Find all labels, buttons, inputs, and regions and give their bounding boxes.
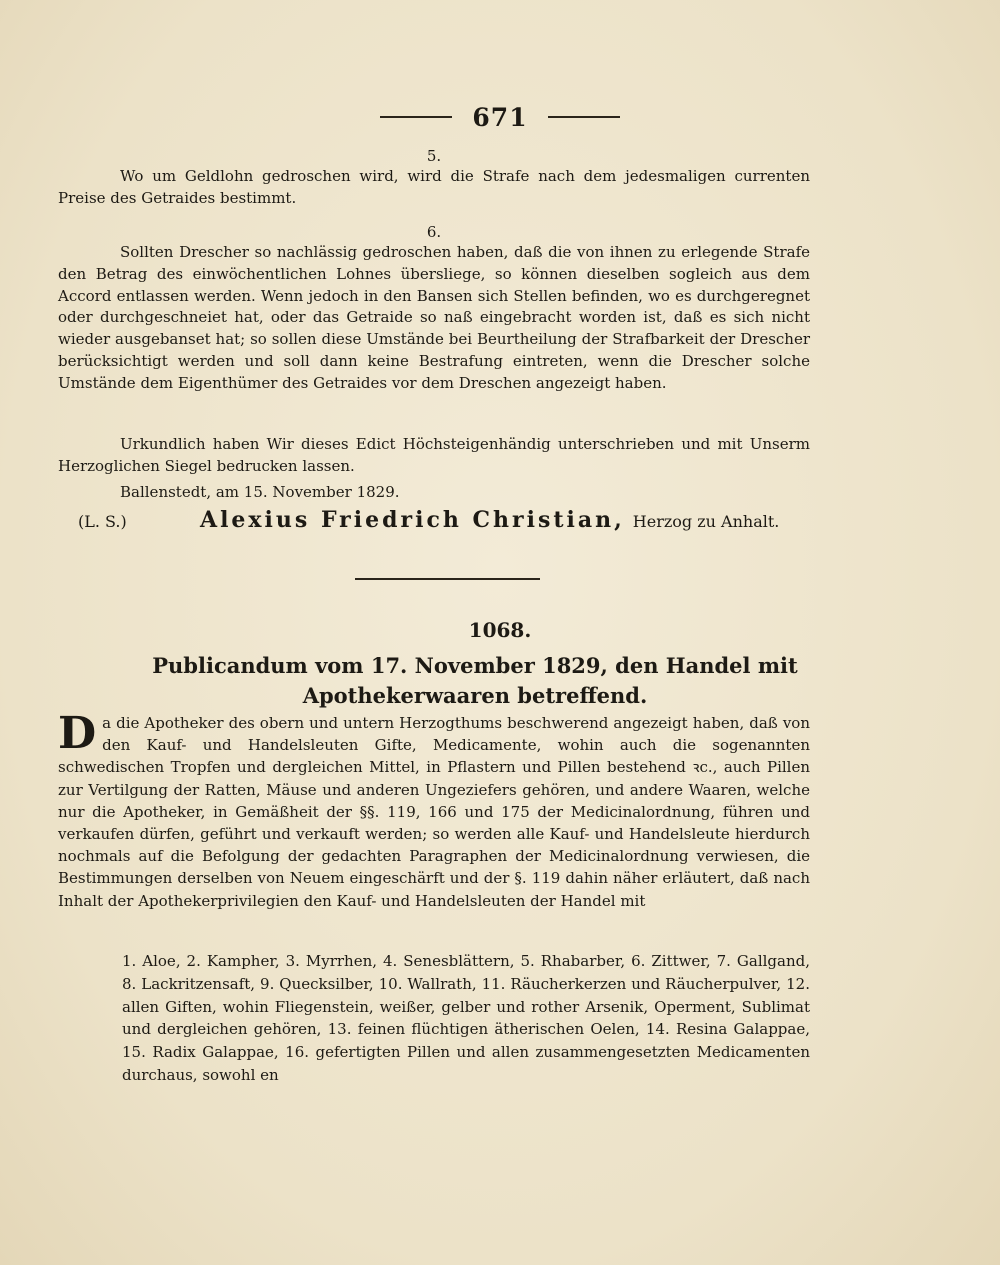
seal-mark: (L. S.) <box>78 512 127 531</box>
drop-cap: D <box>58 708 97 759</box>
signer-name: Alexius Friedrich Christian, <box>200 507 625 533</box>
attestation-block <box>58 434 810 478</box>
signer-title: Herzog zu Anhalt. <box>632 512 780 531</box>
signature-line <box>78 507 798 533</box>
page-number: 671 <box>472 102 528 132</box>
section-divider <box>355 578 540 580</box>
section-number: 6. <box>426 223 442 241</box>
header-rule-left <box>380 116 452 118</box>
act-number: 1068. <box>468 618 532 642</box>
section-paragraph: Wo um Geldlohn gedroschen wird, wird die Strafe nach dem jedesmaligen currenten Preise des Getraides bestimmt. <box>58 167 810 207</box>
act-body <box>58 708 810 912</box>
header-rule-right <box>548 116 620 118</box>
goods-list: 1. Aloe, 2. Kampher, 3. Myrrhen, 4. Senesblättern, 5. Rhabarber, 6. Zittwer, 7. Gallgand, 8. Lackritzensaft, 9. Quecksilber, 10. Wallrath, 11. Räucherkerzen und Räucherpulver, 12. allen Giften, wohin Fliegenstein, weißer, gelber und rother Arsenik, Operment, Sublimat und dergleichen gehören, 13. feinen flüchtigen ätherischen Oelen, 14. Resina Galappae, 15. Radix Galappae, 16. gefertigten Pillen und allen zusammengesetzten Medicamenten durchaus, sowohl en <box>122 952 810 1084</box>
attestation-paragraph: Urkundlich haben Wir dieses Edict Höchsteigenhändig unterschrieben und mit Unserm Herzoglichen Siegel bedrucken lassen. <box>58 435 810 475</box>
section-number: 5. <box>426 147 442 165</box>
section-paragraph: Sollten Drescher so nachlässig gedroschen haben, daß die von ihnen zu erlegende Strafe den Betrag des einwöchentlichen Lohnes übersliege, so können dieselben sogleich aus dem Accord entlassen werden. Wenn jedoch in den Bansen sich Stellen befinden, wo es durchgeregnet oder durchgeschneiet hat, oder das Getraide so naß eingebracht worden ist, daß es sich nicht wieder ausgebanset hat; so sollen diese Umstände bei Beurtheilung der Strafbarkeit der Drescher berücksichtigt werden und soll dann keine Bestrafung eintreten, wenn die Drescher solche Umstände dem Eigenthümer des Getraides vor dem Dreschen angezeigt haben. <box>58 243 810 392</box>
section-6 <box>58 222 810 395</box>
act-title: Publicandum vom 17. November 1829, den Handel mit Apothekerwaaren betreffend. <box>152 653 798 708</box>
place-date-block <box>58 482 810 504</box>
act-body-text: a die Apotheker des obern und untern Herzogthums beschwerend angezeigt haben, daß von den Kauf- und Handelsleuten Gifte, Medicamente, wohin auch die sogenannten schwedischen Tropfen und dergleichen Mittel, in Pflastern und Pillen bestehend ꝛc., auch Pillen zur Vertilgung der Ratten, Mäuse und anderen Ungeziefers gehören, und andere Waaren, welche nur die Apotheker, in Gemäßheit der §§. 119, 166 und 175 der Medicinalordnung, führen und verkaufen dürfen, geführt und verkauft werden; so werden alle Kauf- und Handelsleute hierdurch nochmals auf die Befolgung der gedachten Paragraphen der Medicinalordnung verwiesen, die Bestimmungen derselben von Neuem eingeschärft und der §. 119 dahin näher erläutert, daß nach Inhalt der Apothekerprivilegien den Kauf- und Handelsleuten der Handel mit <box>58 714 810 910</box>
place-date: Ballenstedt, am 15. November 1829. <box>120 483 400 501</box>
page-header <box>0 97 1000 137</box>
section-5 <box>58 146 810 210</box>
